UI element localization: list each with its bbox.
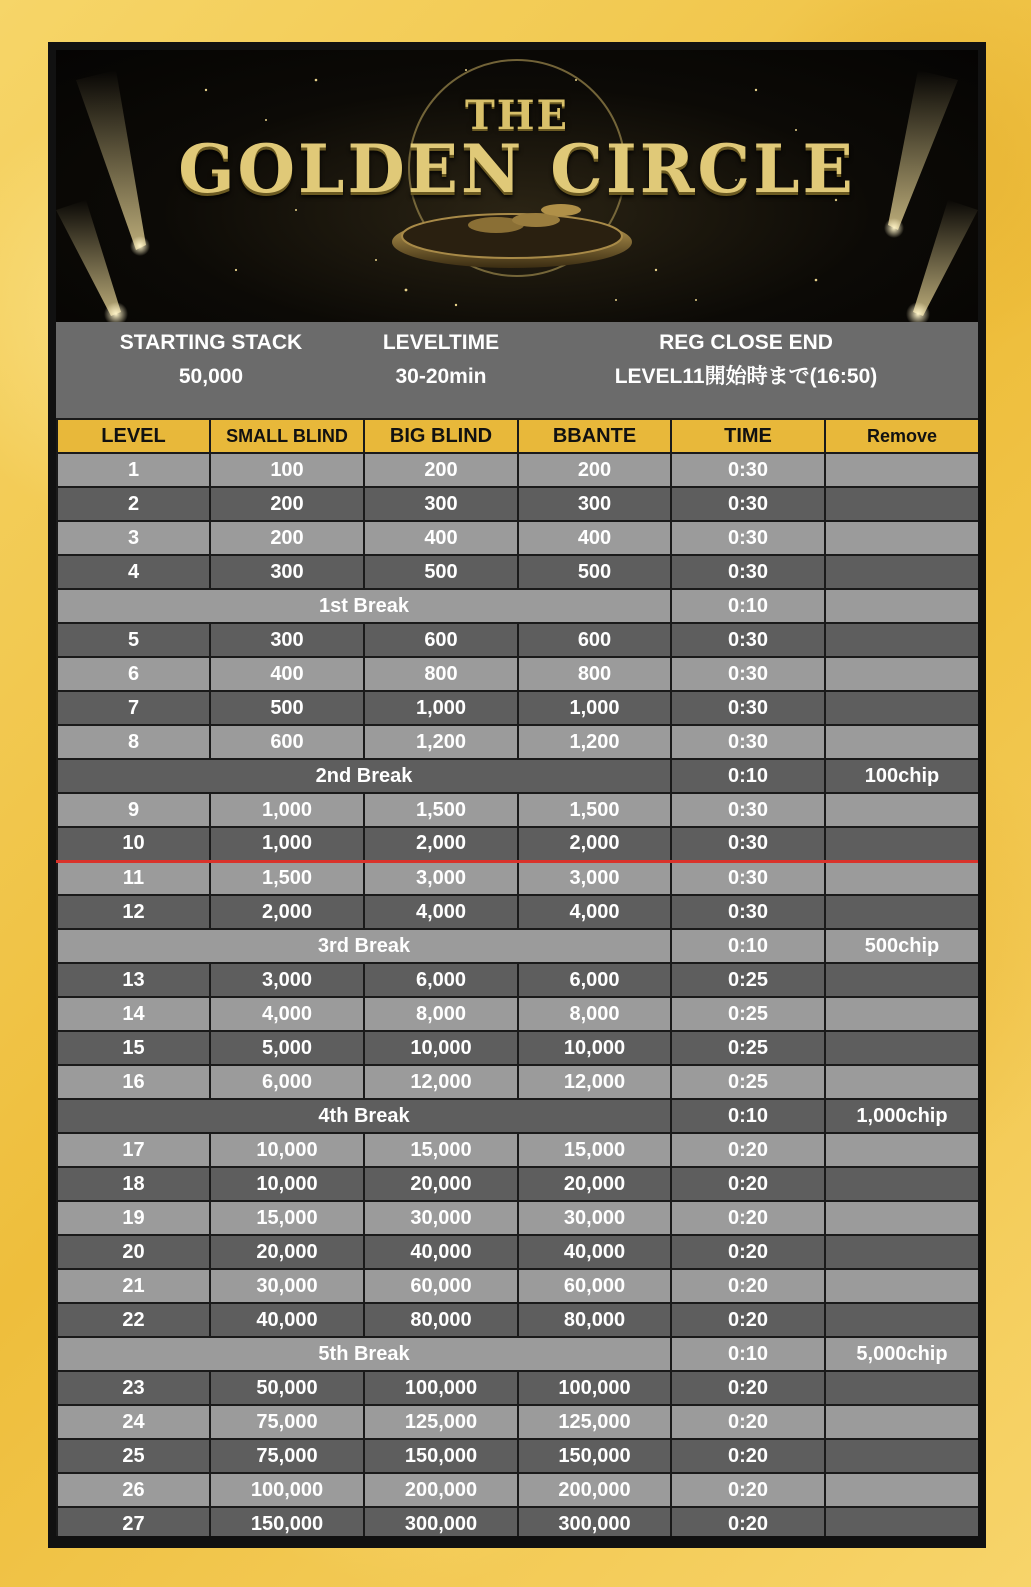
level-number: 16 <box>57 1065 210 1099</box>
level-time-value: 30-20min <box>395 365 487 388</box>
break-row <box>57 1099 978 1133</box>
level-number: 14 <box>57 997 210 1031</box>
level-time: 0:20 <box>671 1371 825 1405</box>
remove-chip <box>825 725 978 759</box>
small-blind-value: 4,000 <box>210 997 364 1031</box>
level-time: 0:30 <box>671 725 825 759</box>
level-row <box>57 691 978 725</box>
level-number: 1 <box>57 453 210 487</box>
remove-chip <box>825 1031 978 1065</box>
break-time: 0:10 <box>671 1099 825 1133</box>
level-time: 0:30 <box>671 487 825 521</box>
remove-chip <box>825 793 978 827</box>
small-blind-value: 500 <box>210 691 364 725</box>
level-row <box>57 1031 978 1065</box>
bbante-value: 125,000 <box>518 1405 671 1439</box>
level-time: 0:25 <box>671 963 825 997</box>
level-number: 20 <box>57 1235 210 1269</box>
remove-chip <box>825 555 978 589</box>
big-blind-value: 12,000 <box>364 1065 518 1099</box>
level-row <box>57 1439 978 1473</box>
bbante-value: 300,000 <box>518 1507 671 1536</box>
remove-chip <box>825 895 978 929</box>
level-time: 0:25 <box>671 1065 825 1099</box>
small-blind-value: 400 <box>210 657 364 691</box>
remove-chip <box>825 963 978 997</box>
level-row <box>57 895 978 929</box>
bbante-value: 1,000 <box>518 691 671 725</box>
break-label: 2nd Break <box>57 759 671 793</box>
level-row <box>57 1133 978 1167</box>
remove-chip <box>825 657 978 691</box>
tournament-info <box>56 322 978 418</box>
remove-chip <box>825 521 978 555</box>
bbante-value: 500 <box>518 555 671 589</box>
level-row <box>57 487 978 521</box>
level-time: 0:20 <box>671 1303 825 1337</box>
starting-stack-value: 50,000 <box>178 365 244 388</box>
remove-chip <box>825 691 978 725</box>
small-blind-value: 20,000 <box>210 1235 364 1269</box>
level-row <box>57 861 978 895</box>
level-row <box>57 997 978 1031</box>
big-blind-value: 100,000 <box>364 1371 518 1405</box>
level-number: 8 <box>57 725 210 759</box>
small-blind-value: 3,000 <box>210 963 364 997</box>
level-number: 9 <box>57 793 210 827</box>
remove-chip: 1,000chip <box>825 1099 978 1133</box>
remove-chip: 5,000chip <box>825 1337 978 1371</box>
bbante-value: 1,500 <box>518 793 671 827</box>
remove-chip <box>825 1235 978 1269</box>
bbante-value: 300 <box>518 487 671 521</box>
level-number: 17 <box>57 1133 210 1167</box>
big-blind-value: 1,200 <box>364 725 518 759</box>
remove-chip: 500chip <box>825 929 978 963</box>
starting-stack-label: STARTING STACK <box>119 331 303 354</box>
level-row <box>57 1167 978 1201</box>
big-blind-value: 2,000 <box>364 827 518 861</box>
bbante-value: 6,000 <box>518 963 671 997</box>
bbante-value: 8,000 <box>518 997 671 1031</box>
level-time: 0:30 <box>671 623 825 657</box>
level-row <box>57 827 978 861</box>
level-time: 0:30 <box>671 793 825 827</box>
level-row <box>57 1303 978 1337</box>
level-time: 0:20 <box>671 1405 825 1439</box>
big-blind-value: 3,000 <box>364 861 518 895</box>
level-number: 13 <box>57 963 210 997</box>
level-number: 18 <box>57 1167 210 1201</box>
level-time: 0:30 <box>671 895 825 929</box>
blind-structure-table <box>56 418 978 1536</box>
small-blind-value: 10,000 <box>210 1133 364 1167</box>
level-time: 0:20 <box>671 1133 825 1167</box>
break-time: 0:10 <box>671 929 825 963</box>
level-number: 21 <box>57 1269 210 1303</box>
small-blind-value: 300 <box>210 555 364 589</box>
small-blind-value: 300 <box>210 623 364 657</box>
level-time-label: LEVELTIME <box>382 331 500 354</box>
big-blind-value: 400 <box>364 521 518 555</box>
level-row <box>57 1269 978 1303</box>
level-time: 0:30 <box>671 861 825 895</box>
level-number: 3 <box>57 521 210 555</box>
header-level: LEVEL <box>57 419 210 453</box>
level-time: 0:20 <box>671 1167 825 1201</box>
level-row <box>57 1371 978 1405</box>
remove-chip <box>825 861 978 895</box>
level-row <box>57 1065 978 1099</box>
level-row <box>57 1405 978 1439</box>
small-blind-value: 200 <box>210 521 364 555</box>
big-blind-value: 1,000 <box>364 691 518 725</box>
level-row <box>57 1473 978 1507</box>
level-time: 0:30 <box>671 827 825 861</box>
blind-table-body <box>57 453 978 1536</box>
remove-chip: 100chip <box>825 759 978 793</box>
small-blind-value: 100 <box>210 453 364 487</box>
small-blind-value: 6,000 <box>210 1065 364 1099</box>
level-row <box>57 453 978 487</box>
remove-chip <box>825 1405 978 1439</box>
level-row <box>57 725 978 759</box>
big-blind-value: 200 <box>364 453 518 487</box>
chip-stack-icon <box>392 204 632 268</box>
remove-chip <box>825 1507 978 1536</box>
big-blind-value: 1,500 <box>364 793 518 827</box>
level-time-block <box>346 326 536 394</box>
header-big-blind: BIG BLIND <box>364 419 518 453</box>
level-number: 15 <box>57 1031 210 1065</box>
big-blind-value: 40,000 <box>364 1235 518 1269</box>
level-number: 4 <box>57 555 210 589</box>
remove-chip <box>825 1303 978 1337</box>
small-blind-value: 10,000 <box>210 1167 364 1201</box>
small-blind-value: 2,000 <box>210 895 364 929</box>
level-row <box>57 657 978 691</box>
level-number: 2 <box>57 487 210 521</box>
big-blind-value: 500 <box>364 555 518 589</box>
small-blind-value: 75,000 <box>210 1439 364 1473</box>
break-row <box>57 589 978 623</box>
remove-chip <box>825 1371 978 1405</box>
remove-chip <box>825 1167 978 1201</box>
small-blind-value: 600 <box>210 725 364 759</box>
level-time: 0:30 <box>671 691 825 725</box>
break-time: 0:10 <box>671 589 825 623</box>
level-time: 0:20 <box>671 1439 825 1473</box>
level-time: 0:20 <box>671 1235 825 1269</box>
break-row <box>57 759 978 793</box>
big-blind-value: 300 <box>364 487 518 521</box>
remove-chip <box>825 453 978 487</box>
small-blind-value: 1,000 <box>210 827 364 861</box>
level-number: 19 <box>57 1201 210 1235</box>
big-blind-value: 60,000 <box>364 1269 518 1303</box>
big-blind-value: 800 <box>364 657 518 691</box>
level-number: 7 <box>57 691 210 725</box>
level-time: 0:30 <box>671 555 825 589</box>
bbante-value: 60,000 <box>518 1269 671 1303</box>
remove-chip <box>825 827 978 861</box>
small-blind-value: 50,000 <box>210 1371 364 1405</box>
level-number: 5 <box>57 623 210 657</box>
big-blind-value: 200,000 <box>364 1473 518 1507</box>
header-small-blind: SMALL BLIND <box>210 419 364 453</box>
big-blind-value: 30,000 <box>364 1201 518 1235</box>
big-blind-value: 4,000 <box>364 895 518 929</box>
reg-close-block <box>596 326 896 394</box>
small-blind-value: 100,000 <box>210 1473 364 1507</box>
banner <box>56 50 978 322</box>
level-row <box>57 521 978 555</box>
level-number: 22 <box>57 1303 210 1337</box>
bbante-value: 600 <box>518 623 671 657</box>
bbante-value: 200 <box>518 453 671 487</box>
header-bbante: BBANTE <box>518 419 671 453</box>
level-row <box>57 1201 978 1235</box>
remove-chip <box>825 997 978 1031</box>
level-number: 12 <box>57 895 210 929</box>
level-row <box>57 793 978 827</box>
level-row <box>57 1507 978 1536</box>
level-time: 0:20 <box>671 1201 825 1235</box>
level-time: 0:20 <box>671 1507 825 1536</box>
remove-chip <box>825 589 978 623</box>
small-blind-value: 5,000 <box>210 1031 364 1065</box>
level-row <box>57 963 978 997</box>
remove-chip <box>825 1201 978 1235</box>
bbante-value: 15,000 <box>518 1133 671 1167</box>
table-header-row <box>57 419 978 453</box>
remove-chip <box>825 623 978 657</box>
break-label: 3rd Break <box>57 929 671 963</box>
big-blind-value: 20,000 <box>364 1167 518 1201</box>
bbante-value: 12,000 <box>518 1065 671 1099</box>
bbante-value: 100,000 <box>518 1371 671 1405</box>
bbante-value: 800 <box>518 657 671 691</box>
level-number: 26 <box>57 1473 210 1507</box>
big-blind-value: 6,000 <box>364 963 518 997</box>
small-blind-value: 75,000 <box>210 1405 364 1439</box>
level-time: 0:25 <box>671 1031 825 1065</box>
big-blind-value: 300,000 <box>364 1507 518 1536</box>
bbante-value: 20,000 <box>518 1167 671 1201</box>
small-blind-value: 30,000 <box>210 1269 364 1303</box>
level-time: 0:20 <box>671 1269 825 1303</box>
bbante-value: 1,200 <box>518 725 671 759</box>
level-time: 0:20 <box>671 1473 825 1507</box>
level-time: 0:30 <box>671 521 825 555</box>
bbante-value: 400 <box>518 521 671 555</box>
bbante-value: 10,000 <box>518 1031 671 1065</box>
break-row <box>57 929 978 963</box>
structure-sheet <box>48 42 986 1548</box>
level-time: 0:25 <box>671 997 825 1031</box>
level-time: 0:30 <box>671 453 825 487</box>
small-blind-value: 200 <box>210 487 364 521</box>
big-blind-value: 10,000 <box>364 1031 518 1065</box>
header-remove: Remove <box>825 419 978 453</box>
small-blind-value: 150,000 <box>210 1507 364 1536</box>
break-row <box>57 1337 978 1371</box>
remove-chip <box>825 1439 978 1473</box>
small-blind-value: 15,000 <box>210 1201 364 1235</box>
remove-chip <box>825 1473 978 1507</box>
level-number: 6 <box>57 657 210 691</box>
bbante-value: 80,000 <box>518 1303 671 1337</box>
level-time: 0:30 <box>671 657 825 691</box>
level-number: 10 <box>57 827 210 861</box>
blind-table-wrap <box>56 418 978 1536</box>
level-row <box>57 555 978 589</box>
remove-chip <box>825 1133 978 1167</box>
big-blind-value: 125,000 <box>364 1405 518 1439</box>
reg-close-value: LEVEL11開始時まで(16:50) <box>614 365 878 388</box>
level-row <box>57 623 978 657</box>
break-time: 0:10 <box>671 1337 825 1371</box>
bbante-value: 200,000 <box>518 1473 671 1507</box>
starting-stack-block <box>86 326 336 394</box>
break-label: 4th Break <box>57 1099 671 1133</box>
level-number: 24 <box>57 1405 210 1439</box>
bbante-value: 30,000 <box>518 1201 671 1235</box>
big-blind-value: 150,000 <box>364 1439 518 1473</box>
remove-chip <box>825 487 978 521</box>
banner-title-the: THE <box>464 92 570 139</box>
bbante-value: 4,000 <box>518 895 671 929</box>
reg-close-label: REG CLOSE END <box>659 331 833 354</box>
header-time: TIME <box>671 419 825 453</box>
bbante-value: 2,000 <box>518 827 671 861</box>
banner-title-main: GOLDEN CIRCLE <box>178 130 856 208</box>
small-blind-value: 1,000 <box>210 793 364 827</box>
big-blind-value: 600 <box>364 623 518 657</box>
big-blind-value: 15,000 <box>364 1133 518 1167</box>
break-label: 5th Break <box>57 1337 671 1371</box>
small-blind-value: 40,000 <box>210 1303 364 1337</box>
bbante-value: 3,000 <box>518 861 671 895</box>
level-number: 23 <box>57 1371 210 1405</box>
level-number: 27 <box>57 1507 210 1536</box>
bbante-value: 40,000 <box>518 1235 671 1269</box>
small-blind-value: 1,500 <box>210 861 364 895</box>
remove-chip <box>825 1065 978 1099</box>
remove-chip <box>825 1269 978 1303</box>
break-time: 0:10 <box>671 759 825 793</box>
big-blind-value: 8,000 <box>364 997 518 1031</box>
big-blind-value: 80,000 <box>364 1303 518 1337</box>
level-number: 25 <box>57 1439 210 1473</box>
level-number: 11 <box>57 861 210 895</box>
break-label: 1st Break <box>57 589 671 623</box>
level-row <box>57 1235 978 1269</box>
bbante-value: 150,000 <box>518 1439 671 1473</box>
